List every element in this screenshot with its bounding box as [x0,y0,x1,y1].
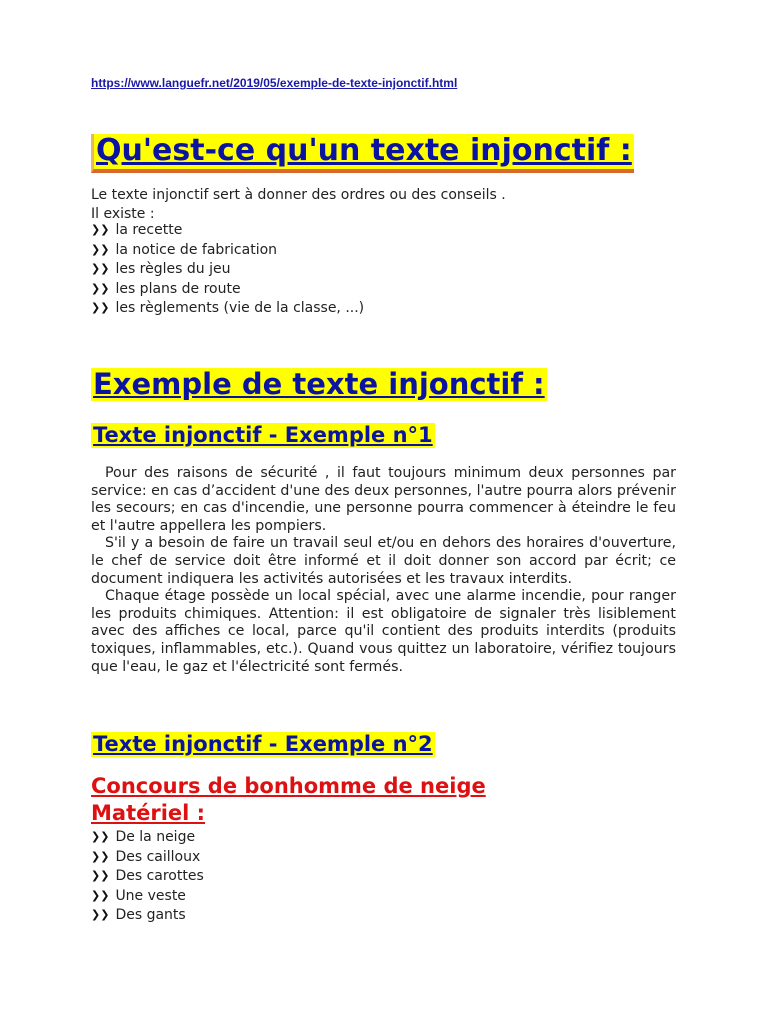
double-arrow-bullet-icon: ❯❯ [91,830,110,843]
double-arrow-bullet-icon: ❯❯ [91,849,110,863]
materials-list [91,828,204,926]
list-item [91,828,204,848]
list-item-text: Des gants [115,907,186,923]
list-item [91,221,364,241]
example-1-paragraph: Pour des raisons de sécurité , il faut toujours minimum deux personnes par service: en cas d’accident d'une des deux personnes, l'autre pourra alors prévenir les secours; en cas d'incendie, une personne pourra commencer à éteindre le feu et l'autre appellera les pompiers. [91,465,676,534]
double-arrow-bullet-icon: ❯❯ [91,888,110,902]
list-item-text: les plans de route [115,280,241,297]
intro-paragraph [91,186,506,224]
double-arrow-bullet-icon: ❯❯ [91,223,110,236]
example-1-body [91,465,676,676]
list-item [91,280,364,300]
list-item [91,241,364,261]
text-types-list [91,221,364,319]
list-item-text: les règles du jeu [115,261,231,277]
list-item-text: Des cailloux [115,848,201,865]
heading-what-is-injunctive-text: Qu'est-ce qu'un texte injonctif : [91,134,634,173]
double-arrow-bullet-icon: ❯❯ [91,908,110,921]
list-item [91,260,364,280]
list-item-text: Une veste [115,887,186,904]
list-item [91,867,204,887]
list-item-text: les règlements (vie de la classe, ...) [115,300,365,316]
double-arrow-bullet-icon: ❯❯ [91,869,110,882]
list-item [91,848,204,868]
example-2-title: Texte injonctif - Exemple n°2 [93,732,433,756]
list-item-text: Des carottes [115,868,204,884]
list-item-text: la notice de fabrication [115,241,278,258]
list-item [91,906,204,926]
example-1-paragraph: Chaque étage possède un local spécial, avec une alarme incendie, pour ranger les produits chimiques. Attention: il est obligatoire de signaler très lisiblement avec des affiches ce local, parce qu'il contient des produits interdits (produits toxiques, inflammables, etc.). Quand vous quittez un laboratoire, vérifiez toujours que l'eau, le gaz et l'électricité sont fermés. [91,588,676,675]
example-1-title: Texte injonctif - Exemple n°1 [93,423,433,447]
source-link[interactable]: https://www.languefr.net/2019/05/exemple-de-texte-injonctif.html [91,76,458,90]
intro-line-2: Il existe : [91,206,155,222]
double-arrow-bullet-icon: ❯❯ [91,242,110,256]
list-item [91,887,204,907]
list-item-text: De la neige [115,829,196,845]
double-arrow-bullet-icon: ❯❯ [91,301,110,314]
list-item-text: la recette [115,222,183,238]
example-1-paragraph: S'il y a besoin de faire un travail seul et/ou en dehors des horaires d'ouverture, le chef de service doit être informé et il doit donner son accord par écrit; ce document indiquera les activités autorisées et les travaux interdits. [91,535,676,587]
double-arrow-bullet-icon: ❯❯ [91,281,110,295]
list-item [91,299,364,319]
heading-example: Exemple de texte injonctif : [93,367,545,401]
intro-line-1: Le texte injonctif sert à donner des ordres ou des conseils . [91,187,506,203]
example-2-subtitle: Concours de bonhomme de neige [91,774,486,798]
double-arrow-bullet-icon: ❯❯ [91,262,110,275]
materials-heading: Matériel : [91,801,206,825]
